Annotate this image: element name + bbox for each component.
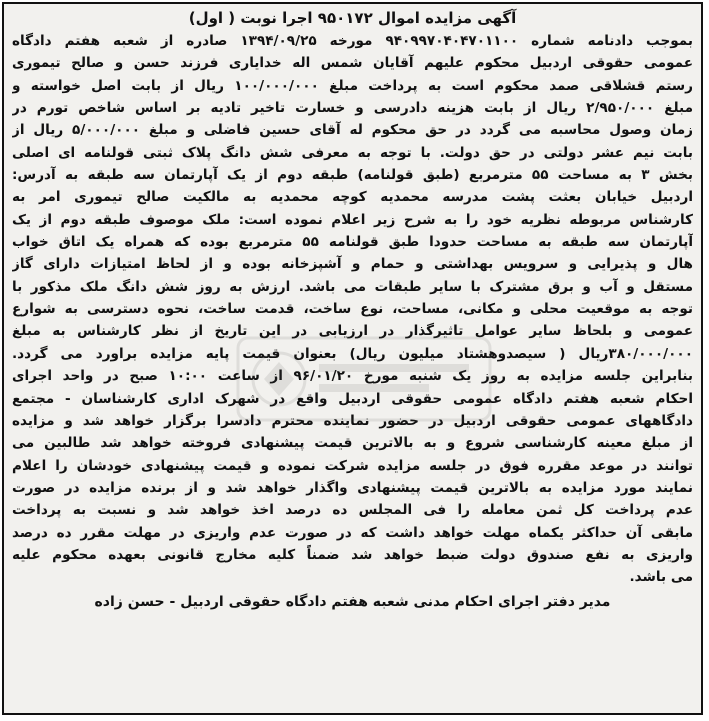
body-line-4: مبلغ ۲/۹۵۰/۰۰۰ ریال از بابت هزینه دادرسی و خسارت تاخیر تادیه بر اساس شاخص تورم در	[12, 100, 693, 117]
body-line-3: رستم قشلاقی صمد محکوم است به پرداخت مبلغ ۱۰۰/۰۰۰/۰۰۰ ریال از بابت اصل خواسته و	[12, 77, 693, 94]
body-line-17: احکام شعبه هفتم دادگاه عمومی حقوقی اردبیل واقع در شهرک اداری کارشناسان - مجتمع	[12, 390, 693, 407]
body-line-7: بخش ۳ به مساحت ۵۵ مترمربع (طبق قولنامه) طبقه دوم از یک آپارتمان سه طبقه به آدرس:	[12, 167, 693, 184]
body-line-14: عمومی و بلحاظ سایر عوامل تاثیرگذار در ارزیابی در این تاریخ از نظر کارشناس به مبلغ	[12, 323, 693, 340]
body-line-15: ۳۸۰/۰۰۰/۰۰۰ریال ( سیصدوهشتاد میلیون ریال) بعنوان قیمت پایه مزایده براورد می گردد.	[12, 345, 693, 362]
body-line-21: نمایند مورد مزایده به بالاترین قیمت پیشنهادی واگذار خواهد شد و از برنده مزایده در صورت	[12, 479, 693, 496]
body-line-23: مابقی آن حداکثر یکماه مهلت خواهد داشت که در صورت عدم واریزی در مهلت مقرر ده درصد	[12, 524, 693, 541]
body-line-8: اردبیل خیابان بعثت پشت مدرسه محمدیه کوچه محمدیه به مالکیت صالح تیموری امر به	[12, 189, 693, 206]
body-line-24: واریزی به نفع صندوق دولت ضبط خواهد شد ضمناً کلیه مخارج قانونی بعهده محکوم علیه	[12, 546, 693, 563]
notice-body	[4, 30, 701, 589]
body-line-1: بموجب دادنامه شماره ۹۴۰۹۹۷۰۴۰۴۷۰۱۱۰۰ مورخه ۱۳۹۴/۰۹/۲۵ صادره از شعبه هفتم دادگاه	[12, 33, 693, 49]
body-line-18: دادگاههای عمومی حقوقی اردبیل در حضور نماینده محترم دادسرا برگزار خواهد شد و مزایده	[12, 412, 693, 429]
body-line-9: کارشناس مربوطه نظریه خود را به شرح زیر اعلام نموده است: ملک موصوف طبقه دوم از یک	[12, 211, 693, 228]
body-line-5: زمان وصول محاسبه می گردد در حق محکوم له آقای حسین فاضلی و مبلغ ۵/۰۰۰/۰۰۰ ریال از	[12, 122, 693, 139]
body-line-20: توانند در موعد مقرره فوق در جلسه مزایده شرکت نموده و قیمت پیشنهادی خودشان را اعلام	[12, 457, 693, 474]
body-line-12: مستقل و آب و برق مشترک با سایر طبقات می باشد. ارزش به روز شش دانگ ملک مذکور با	[12, 278, 693, 295]
body-line-11: هال و پذیرایی و سرویس بهداشتی و حمام و آشپزخانه بوده و از لحاظ امتیازات دارای گاز	[12, 256, 693, 273]
body-line-22: عدم پرداخت کل ثمن معامله را فی المجلس ده درصد اخذ خواهد شد و نسبت به پرداخت	[12, 502, 693, 519]
body-line-16: بنابراین جلسه مزایده به روز یک شنبه مورخ ۹۶/۰۱/۲۰ از ساعت ۱۰:۰۰ صبح در واحد اجرای	[12, 368, 693, 385]
body-line-2: عمومی حقوقی اردبیل محکوم علیهم آقایان شمس اله خدایاری فرزند حسن و صالح تیموری	[12, 55, 693, 72]
body-line-25: می باشد.	[629, 569, 693, 586]
body-line-6: بابت نیم عشر دولتی در حق دولت. با توجه به معرفی شش دانگ پلاک ثبتی قولنامه ای اصلی	[12, 144, 693, 161]
body-line-19: از مبلغ معینه کارشناسی شروع و به بالاترین قیمت پیشنهادی فروخته خواهد شد طالبین می	[12, 435, 693, 452]
notice-frame	[2, 2, 703, 715]
notice-title: آگهی مزایده اموال ۹۵۰۱۷۲ اجرا نوبت ( اول)	[188, 9, 517, 27]
body-line-10: آپارتمان سه طبقه به مساحت حدودا طبق قولنامه ۵۵ مترمربع بوده که همراه یک اتاق خواب	[12, 234, 693, 251]
body-line-13: توجه به موقعیت محلی و مکانی، مساحت، نوع ساخت، قدمت ساخت، نحوه دسترسی به شوارع	[12, 301, 693, 318]
notice-signature: مدیر دفتر اجرای احکام مدنی شعبه هفتم دادگاه حقوقی اردبیل - حسن زاده	[94, 593, 611, 610]
